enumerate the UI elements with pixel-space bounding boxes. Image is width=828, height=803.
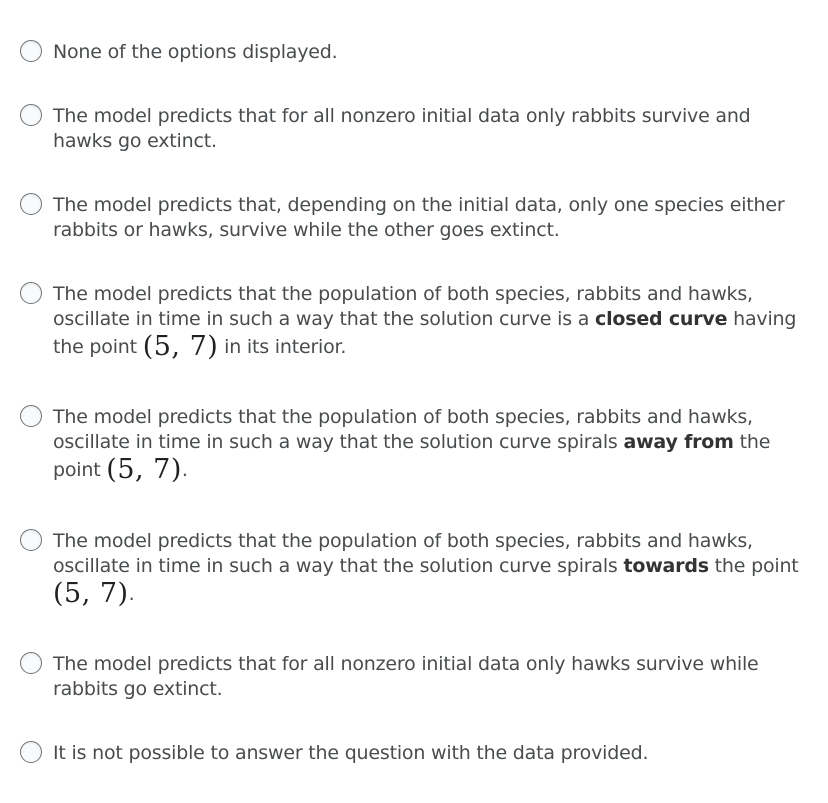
option-label: The model predicts that the population of both species, rabbits and hawks, oscillate in time in such a way that the solution curve spirals away from the point (5, 7). (53, 406, 771, 485)
radio-button[interactable] (20, 193, 42, 215)
answer-option-closed-curve[interactable] (20, 282, 810, 360)
answer-option-rabbits-survive[interactable] (20, 104, 810, 154)
answer-option-one-species-survives[interactable] (20, 193, 810, 243)
answer-option-spiral-towards[interactable] (20, 529, 810, 607)
radio-button[interactable] (20, 104, 42, 126)
option-label: The model predicts that the population of both species, rabbits and hawks, oscillate in time in such a way that the solution curve spirals towards the point (5, 7). (53, 530, 799, 609)
option-label: It is not possible to answer the question with the data provided. (53, 742, 649, 764)
option-label: None of the options displayed. (53, 41, 338, 63)
radio-button[interactable] (20, 741, 42, 763)
radio-button[interactable] (20, 405, 42, 427)
math-point: (5, 7) (142, 331, 219, 362)
emphasis-towards: towards (623, 555, 709, 577)
math-point: (5, 7) (106, 454, 182, 485)
math-point: (5, 7) (53, 578, 129, 609)
radio-button[interactable] (20, 282, 42, 304)
radio-button[interactable] (20, 652, 42, 674)
emphasis-away-from: away from (623, 431, 734, 453)
answer-option-hawks-survive[interactable] (20, 652, 810, 702)
radio-button[interactable] (20, 529, 42, 551)
answer-option-none-of-the-options[interactable] (20, 40, 810, 65)
answer-option-spiral-away[interactable] (20, 405, 810, 483)
radio-button[interactable] (20, 40, 42, 62)
option-label: The model predicts that for all nonzero initial data only rabbits survive and hawks go extinct. (53, 105, 751, 152)
option-label: The model predicts that for all nonzero initial data only hawks survive while rabbits go extinct. (53, 653, 759, 700)
option-label: The model predicts that, depending on the initial data, only one species either rabbits or hawks, survive while the other goes extinct. (53, 194, 785, 241)
option-label: The model predicts that the population of both species, rabbits and hawks, oscillate in time in such a way that the solution curve is a closed curve having the point (5, 7) in its interior. (53, 283, 797, 362)
emphasis-closed-curve: closed curve (595, 308, 728, 330)
answer-option-not-possible[interactable] (20, 741, 810, 766)
